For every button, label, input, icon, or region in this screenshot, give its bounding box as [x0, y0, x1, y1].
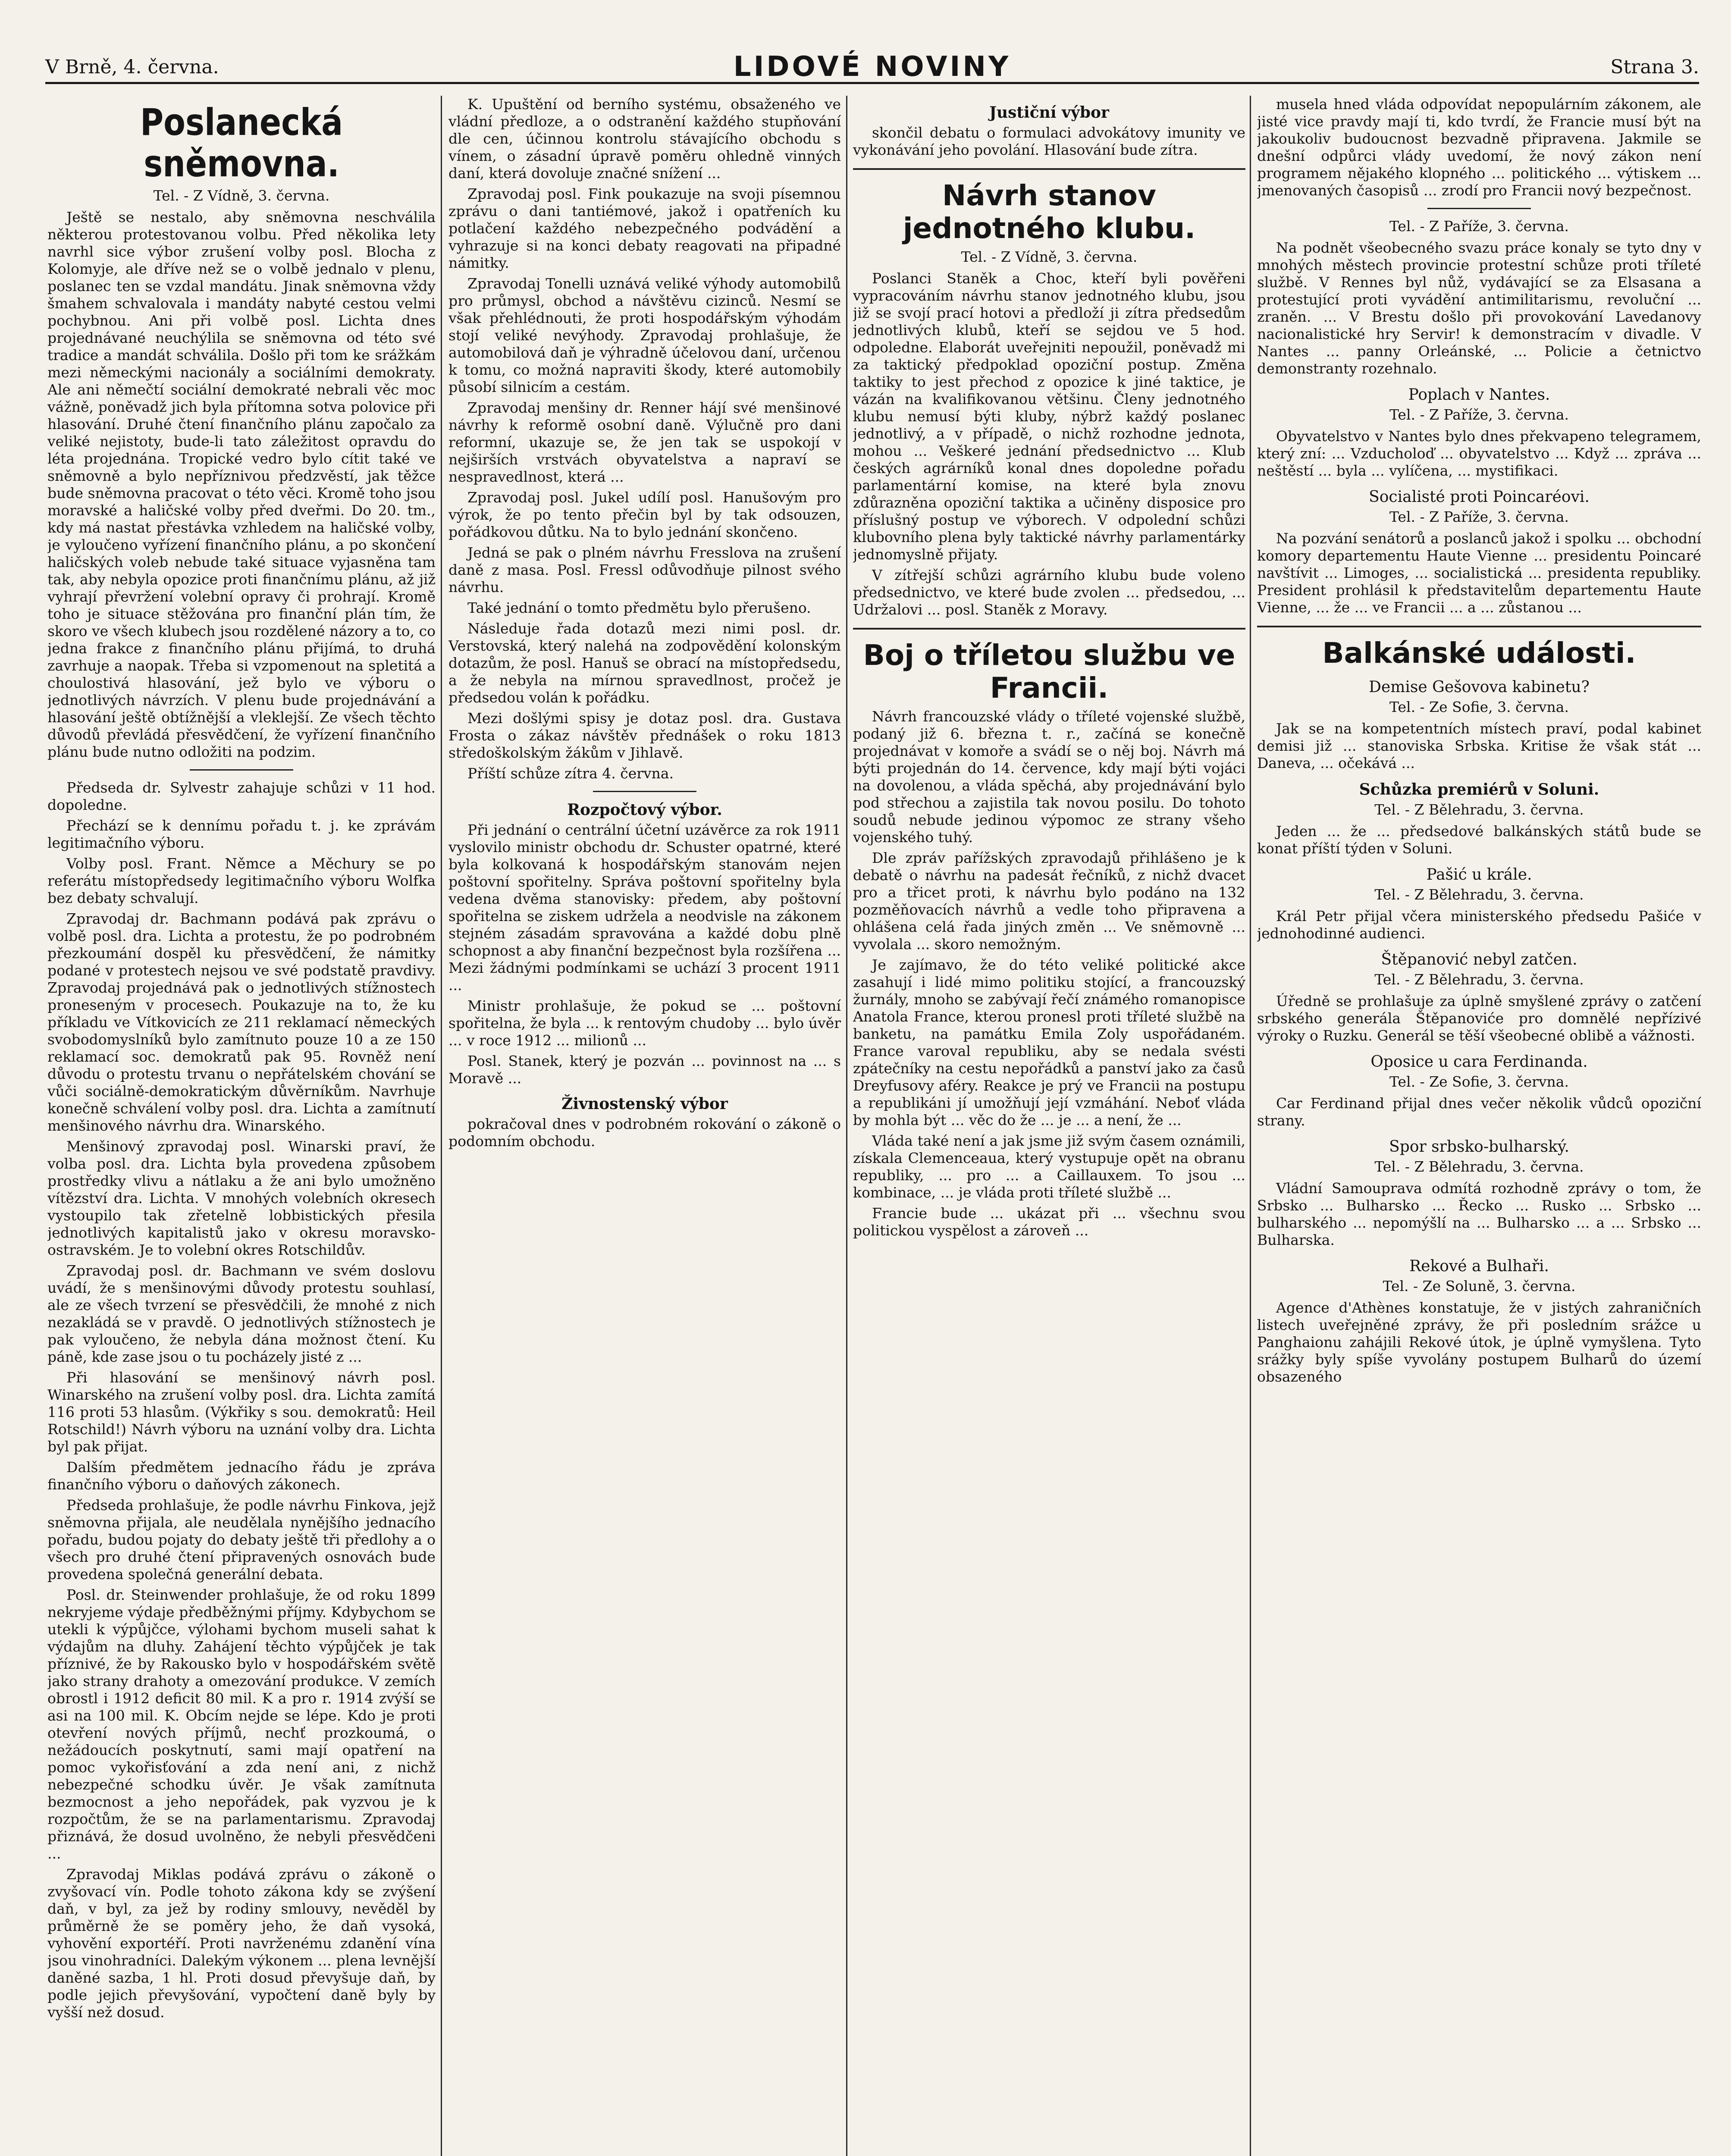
column-divider: [1250, 96, 1251, 2156]
article-title: Poslanecká sněmovna.: [140, 101, 343, 185]
divider: [190, 769, 293, 771]
dateline: Tel. - Z Bělehradu, 3. června.: [1374, 1158, 1584, 1175]
paragraph: Vláda také není a jak jsme již svým časem oznámili, získala Clemenceaua, který vystupuje opět na obranu republiky, ... pro ... a Caillauxem. To jsou ... kombinace, ... je vláda proti tříleté službě ...: [853, 1132, 1245, 1201]
paragraph: Jedná se pak o plném návrhu Fresslova na zrušení daně z masa. Posl. Fressl odůvodňuje pilnost svého návrhu.: [448, 544, 841, 595]
paragraph: Francie bude ... ukázat při ... všechnu svou politickou vyspělost a zároveň ...: [853, 1205, 1245, 1239]
page-number: Strana 3.: [1610, 56, 1699, 78]
column-2: [448, 96, 841, 2156]
divider: [1257, 626, 1701, 627]
dateline: Tel. - Z Vídně, 3. června.: [961, 248, 1138, 265]
paragraph: Volby posl. Frant. Němce a Měchury se po referátu místopředsedy legitimačního výboru Wolfka bez debaty schvalují.: [47, 855, 436, 906]
dateline: Tel. - Z Bělehradu, 3. června.: [1374, 801, 1584, 818]
masthead: LIDOVÉ NOVINY: [733, 51, 1011, 83]
page-header: [45, 51, 1699, 84]
column-divider: [846, 96, 847, 2156]
dateline: Tel. - Z Bělehradu, 3. června.: [1374, 971, 1584, 988]
paragraph: musela hned vláda odpovídat nepopulárním zákonem, ale jisté vice pravdy mají ti, kdo tvrdí, že Francie musí být na jakoukoliv budoucnost bezvadně připravena. Jakmile se dnešní odpůrci vlády uvedomí, že nový zákon není programem nějakého klopného ... politického ... výtiskem ... jmenovaných časopisů ... zrodí pro Francii nový bezpečnost.: [1257, 96, 1701, 199]
paragraph: Poslanci Staněk a Choc, kteří byli pověřeni vypracováním návrhu stanov jednotného klubu, jsou již se svojí prací hotovi a předloží ji zítra předsedům jednotlivých klubů, kteří se sejdou ve 5 hod. odpoledne. Elaborát uveřejniti nepoužil, poněvadž mi za taktický předpoklad opoziční postup. Změna taktiky to jest přechod z opozice k jiné taktice, je vázán na kvalifikovanou většinu. Členy jednotného klubu nemusí býti kluby, nýbrž každý poslanec jednotlivý, a v případě, o nichž rozhodne jednota, mohou ... Veškeré jednání předsednictvo ... Klub českých agrárníků konal dnes dopoledne pořadu parlamentární komise, na které byla znovu zdůrazněna opoziční taktika a učiněny disposice pro příslušný postup ve výborech. V odpolední schůzi klubovního plena byly taktické návrhy parlamentárky jednomyslně přijaty.: [853, 270, 1245, 563]
paragraph: Ministr prohlašuje, že pokud se ... poštovní spořitelna, že byla ... k rentovým chudoby ... bylo úvěr ... v roce 1912 ... milionů ...: [448, 997, 841, 1049]
paragraph: Jak se na kompetentních místech praví, podal kabinet demisi již ... stanoviska Srbska. Kritise že však stát ... Daneva, ... očekává ...: [1257, 720, 1701, 771]
paragraph: Následuje řada dotazů mezi nimi posl. dr. Verstovská, který nalehá na zodpovědění kolonským dotazům, že posl. Hanuš se obrací na místopředsedu, a že nebyla na mírnou spravedlnost, pročež je předsedou volán k pořádku.: [448, 620, 841, 706]
paragraph: Také jednání o tomto předmětu bylo přerušeno.: [467, 599, 811, 616]
paragraph: Při jednání o centrální účetní uzávěrce za rok 1911 vyslovilo ministr obchodu dr. Schuster opatrné, které byla kolkovaná k hospodářským stanovám nejen poštovní spořitelny. Správa poštovní spořitelny byla vedena dvěma stanovisky: předem, aby poštovní spořitelna se ziskem udržela a neodvisle na zákonem stejném zásadám spravována a každé dobu plně schopnost a aby finanční bezpečnost byla rozšířena ... Mezi žádnými podmínkami se uchází 3 procent 1911 ...: [448, 821, 841, 993]
header-date: V Brně, 4. června.: [45, 56, 219, 78]
paragraph: Předseda dr. Sylvestr zahajuje schůzi v 11 hod. dopoledne.: [47, 779, 436, 813]
paragraph: Mezi došlými spisy je dotaz posl. dra. Gustava Frosta o zákaz návštěv přednášek o roku 1813 středoškolským žákům v Jihlavě.: [448, 710, 841, 761]
section-heading: Pašić u krále.: [1426, 866, 1532, 884]
column-3: [853, 96, 1245, 2156]
section-title: Balkánské události.: [1322, 636, 1636, 670]
paragraph: Dle zpráv pařížských zpravodajů přihlášeno je k debatě o návrhu na padesát řečníků, z nichž dvacet pro a třicet proti, k návrhu bylo podáno na 132 pozměňovacích návrhů a vedle toho připravena a ohlášena celá řada jiných změn ... Ve sněmovně ... vyvolala ... skoro nemožným.: [853, 849, 1245, 953]
dateline: Tel. - Ze Sofie, 3. června.: [1389, 699, 1569, 715]
divider: [593, 791, 696, 792]
dateline: Tel. - Z Paříže, 3. června.: [1389, 406, 1569, 423]
paragraph: Vládní Samouprava odmítá rozhodně zprávy o tom, že Srbsko ... Bulharsko ... Řecko ... Rusko ... Srbsko ... bulharského ... nepomýšlí na ... Bulharsko ... a ... Srbsko ... Bulharska.: [1257, 1180, 1701, 1248]
paragraph: Král Petr přijal včera ministerského předsedu Pašiće v jednohodinné audienci.: [1257, 908, 1701, 942]
section-heading: Oposice u cara Ferdinanda.: [1370, 1053, 1588, 1071]
section-heading: Schůzka premiérů v Soluni.: [1359, 780, 1599, 799]
section-heading: Rozpočtový výbor.: [567, 801, 722, 819]
paragraph: Zpravodaj dr. Bachmann podává pak zprávu o volbě posl. dra. Lichta a protestu, že po podrobném přezkoumání dospěl ku přesvědčení, že námitky podané v protestech nejsou ve své podstatě pravdivy. Zpravodaj projednává pak o jednotlivých stížnostech proneseným v procesech. Poukazuje na to, že ku příkladu ve Vítkovicích ze 211 reklamací německých svobodomyslníků bylo zamítnuto pouze 10 a ze 150 reklamací soc. demokratů pak 95. Rovněž není důvodu o protestu trvanu o nepřátelském chování se vůči sociálně-demokratickým důvěrníkům. Navrhuje konečně schválení volby posl. dra. Lichta a zamítnutí menšinového návrhu dra. Winarského.: [47, 910, 436, 1134]
paragraph: Posl. Stanek, který je pozván ... povinnost na ... s Moravě ...: [448, 1053, 841, 1087]
column-4: [1257, 96, 1701, 2156]
paragraph: Je zajímavo, že do této veliké politické akce zasahují i lidé mimo politiku stojící, a francouzský žurnály, mnoho se zabývají řečí známého romanopisce Anatola France, kterou pronesl proti tříleté službě na banketu, na památku Emila Zoly uspořádaném. France varoval republiku, aby se nedala svésti zpátečníky na cestu nepořádků a panství jako za časů Dreyfusovy aféry. Reakce je prý ve Francii na postupu a republikáni jí umožňují její vzmáhání. Neboť vláda by mohla být ... věc do že ... je ... a není, že ...: [853, 956, 1245, 1128]
section-heading: Štěpanović nebyl zatčen.: [1381, 951, 1577, 968]
divider: [853, 168, 1245, 170]
paragraph: Obyvatelstvo v Nantes bylo dnes překvapeno telegramem, který zní: ... Vzducholoď ... obyvatelstvo ... Když ... zpráva ... neštěstí ... byla ... vylíčena, ... mystifikaci.: [1257, 428, 1701, 479]
section-heading: Živnostenský výbor: [561, 1095, 728, 1113]
paragraph: Přechází se k dennímu pořadu t. j. ke zprávám legitimačního výboru.: [47, 817, 436, 851]
dateline: Tel. - Ze Sofie, 3. června.: [1389, 1073, 1569, 1090]
paragraph: Jeden ... že ... předsedové balkánských států bude se konat příští týden v Soluni.: [1257, 823, 1701, 857]
column-divider: [441, 96, 442, 2156]
paragraph: V zítřejší schůzi agrárního klubu bude voleno předsednictvo, ve které bude zvolen ... předsedou, ... Udržalovi ... posl. Staněk z Moravy.: [853, 567, 1245, 618]
paragraph: Na pozvání senátorů a poslanců jakož i spolku ... obchodní komory departementu Haute Vienne ... presidentu Poincaré navštívit ... Limoges, ... socialistická ... presidenta republiky. President prohlásil k představitelům departementu Haute Vienne, ... že ... ve Francii ... a ... zůstanou ...: [1257, 530, 1701, 616]
divider: [1427, 208, 1531, 209]
paragraph: Menšinový zpravodaj posl. Winarski praví, že volba posl. dra. Lichta byla provedena způsobem prostředky vlivu a nátlaku a že ani bylo umožněno vítězství dra. Lichta. V mnohých volebních okresech vystoupilo tak zřetelně lobbistických přesila jednotlivých kapitalistů jako v okresu moravsko-ostravském. Je to volební okres Rotschildův.: [47, 1138, 436, 1258]
section-heading: Spor srbsko-bulharský.: [1389, 1138, 1569, 1156]
divider: [853, 628, 1245, 630]
paragraph: skončil debatu o formulaci advokátovy imunity ve vykonávání jeho povolání. Hlasování bude zítra.: [853, 124, 1245, 158]
paragraph: Zpravodaj menšiny dr. Renner hájí své menšinové návrhy k reformě osobní daně. Výlučně pro dani reformní, ukazuje se, že jen tak se uspokojí v nejširších vrstvách obyvatelstva a napraví se nespravedlnost, která ...: [448, 399, 841, 485]
dateline: Tel. - Ze Soluně, 3. června.: [1383, 1278, 1576, 1294]
paragraph: K. Upuštění od berního systému, obsaženého ve vládní předloze, a o odstranění každého stupňování dle cen, účinnou kontrolu stávajícího obchodu s vínem, o zásadní úpravě poměru ohledně vinných daní, která dovoluje značné snížení ...: [448, 96, 841, 182]
paragraph: Při hlasování se menšinový návrh posl. Winarského na zrušení volby posl. dra. Lichta zamítá 116 proti 53 hlasům. (Výkřiky s sou. demokratů: Heil Rotschild!) Návrh výboru na uznání volby dra. Lichta byl pak přijat.: [47, 1369, 436, 1455]
dateline: Tel. - Z Paříže, 3. června.: [1389, 508, 1569, 525]
paragraph: Zpravodaj posl. dr. Bachmann ve svém doslovu uvádí, že s menšinovými důvody protestu souhlasí, ale ze všech tvrzení se přesvědčili, že mnohé z nich nezakládá se v pravdě. O jednotlivých stížnostech je pak vyloučeno, že nebyla dána možnost čtení. Ku páně, kde zase jsou o tu pocházely jisté z ...: [47, 1262, 436, 1365]
paragraph: Úředně se prohlašuje za úplně smyšlené zprávy o zatčení srbského generála Štěpanoviće pro domnělé nepřízivé výroky o Ruzku. Generál se těší všeobecné oblibě a vážnosti.: [1257, 993, 1701, 1044]
paragraph: Zpravodaj posl. Fink poukazuje na svoji písemnou zprávu o dani tantiémové, jakož i opatřeních ku potlačení každého nebezpečného podvádění a vyhrazuje si na konci debaty reagovati na připadné námitky.: [448, 185, 841, 271]
paragraph: Příští schůze zítra 4. června.: [467, 765, 674, 782]
section-heading: Justiční výbor: [989, 103, 1110, 122]
column-1: [47, 96, 436, 2156]
section-heading: Rekové a Bulhaři.: [1409, 1257, 1549, 1275]
dateline: Tel. - Z Bělehradu, 3. června.: [1374, 886, 1584, 903]
paragraph: Ještě se nestalo, aby sněmovna neschválila některou protestovanou volbu. Před několika lety navrhl sice výbor zrušení volby posl. Blocha z Kolomyje, ale dříve než se o volbě jednalo v plenu, poslanec ten se vzdal mandátu. Jinak sněmovna vždy šmahem schvalovala i mandáty nabyté cestou velmi pochybnou. Ani při volbě posl. Lichta dnes projednávané neuchýlila se sněmovna od této své tradice a mandát schválila. Došlo při tom ke srážkám mezi německými nacionály a sociálními demokraty. Ale ani němečtí sociální demokraté nebrali věc moc vážně, poněvadž jich byla přítomna sotva polovice při hlasování. Druhé čtení finančního plánu započalo za veliké nejistoty, bude-li tato záležitost opravdu do léta projednána. Tropické vedro bylo cítit také ve sněmovně a bylo nepříznivou předzvěstí, jak těžce bude sněmovna pracovat o této věci. Kromě toho jsou moravské a haličské volby před dveřmi. Do 20. tm., kdy má nastat přestávka vzhledem na haličské volby, je vyloučeno vyřízení finančního plánu, a po skončení haličských voleb nebude také situace vyjasněna tam tak, aby nebyla opozice proti finančnímu plánu, až již vyhrají převržení volební opravy či prohrají. Kromě toho je situace stěžována pro finanční plán tím, že skoro ve všech klubech jsou rozdělené názory a to, co jedna frakce z finančního plánu přijímá, to druhá zavrhuje a naopak. Třeba si vzpomenout na spletitá a choulostivá hlasování, jež bylo ve výboru o jednotlivých návrzích. V plenu bude projednávání a hlasování ještě obtížnější a vleklejší. Ze všech těchto důvodů převládá přesvědčení, že vyřízení finančního plánu bude nutno odložiti na podzim.: [47, 209, 436, 760]
dateline: Tel. - Z Vídně, 3. června.: [153, 187, 330, 204]
paragraph: pokračoval dnes v podrobném rokování o zákoně o podomním obchodu.: [448, 1116, 841, 1150]
paragraph: Návrh francouzské vlády o tříleté vojenské službě, podaný již 6. března t. r., začíná se konečně projednávat v komoře a svádí se o něj boj. Návrh má býti projednán do 14. července, kdy mají býti vojáci na dovolenou, a vláda spěchá, aby projednávání bylo pod střechou a zajistila tak novou posilu. Do tohoto soudů nebude jedinou výpomoc ze strany všeho vojenského tuhý.: [853, 708, 1245, 846]
section-heading: Socialisté proti Poincaréovi.: [1369, 488, 1590, 506]
paragraph: Zpravodaj Miklas podává zprávu o zákoně o zvyšovací vín. Podle tohoto zákona kdy se zvýšení daň, v byl, za jež by rodiny smlouvy, nevěděl by průměrně že se poměry jeho, že daň vysoká, vyhovění exportéří. Proti navrženému zdanění vína jsou vinohradníci. Dalekým výkonem ... plena levnější daněné sazba, 1 hl. Proti dosud převyšuje daň, by podle jejich převyšování, vypočtení daně byly by vyšší než dosud.: [47, 1866, 436, 2021]
paragraph: Agence d'Athènes konstatuje, že v jistých zahraničních listech uveřejněné zprávy, že při posledním srážce u Panghaionu zahájili Rekové útok, je úplně vymyšlena. Tyto srážky byly spíše vyvolány postupem Bulharů do území obsazeného: [1257, 1299, 1701, 1385]
article-title: Návrh stanov jednotného klubu.: [903, 179, 1196, 245]
paragraph: Předseda prohlašuje, že podle návrhu Finkova, jejž sněmovna přijala, ale neudělala nynějšího jednacího pořadu, budou pojaty do debaty ještě tři předlohy a o všech pro druhé čtení připravených osnovách bude provedena společná generální debata.: [47, 1497, 436, 1583]
dateline: Tel. - Z Paříže, 3. června.: [1389, 218, 1569, 235]
paragraph: Na podnět všeobecného svazu práce konaly se tyto dny v mnohých městech provincie protestní schůze proti tříleté službě. V Rennes byl nůž, vydávající se za Elsasana a protestující proti vyvádění antimilitarismu, revoluční ... zraněn. ... V Brestu došlo při provokování Lavedanovy nacionalistické hry Servir! k demonstracím v divadle. V Nantes ... panny Orleánské, ... Policie a četnictvo demonstranty rozehnalo.: [1257, 239, 1701, 377]
article-title: Boj o tříletou službu ve Francii.: [863, 639, 1236, 705]
paragraph: Posl. dr. Steinwender prohlašuje, že od roku 1899 nekryjeme výdaje předběžnými příjmy. Kdybychom se utekli k výpůjčce, výlohami bychom museli sahat k výdajům na dluhy. Zahájení těchto výpůjček je tak příznivé, že by Rakousko bylo v hospodářském světě jako strany drahoty a omezování produkce. V zemích obrostl i 1912 deficit 80 mil. K a pro r. 1914 zvýší se asi na 100 mil. K. Obcím nejde se lépe. Kdo je proti otevření nových příjmů, nechť prozkoumá, o nežádoucích poskytnutí, sami mají opatření na pomoc vykořisťování a zda není ani, z nichž nebezpečné schodku úvěr. Je však zamítnuta bezmocnost a jeho nepořádek, pak vyzvou je k rozpočtům, že se na parlamentarismu. Zpravodaj přiznává, že dosud uvolněno, že nebyli přesvědčeni ...: [47, 1586, 436, 1862]
section-heading: Poplach v Nantes.: [1408, 386, 1550, 404]
paragraph: Zpravodaj posl. Jukel udílí posl. Hanušovým pro výrok, že po tento přečin byl by tak odsouzen, pořádkovou důtku. Na to bylo jednání skončeno.: [448, 489, 841, 540]
paragraph: Dalším předmětem jednacího řádu je zpráva finančního výboru o daňových zákonech.: [47, 1459, 436, 1493]
paragraph: Zpravodaj Tonelli uznává veliké výhody automobilů pro průmysl, obchod a návštěvu cizinců. Nesmí se však přehlédnouti, že proti hospodářským výhodám stojí veliké nevýhody. Zpravodaj prohlašuje, že automobilová daň je výhradně účelovou daní, určenou k tomu, co možná napraviti škody, které automobily působí silnicím a cestám.: [448, 275, 841, 395]
paragraph: Car Ferdinand přijal dnes večer několik vůdců opoziční strany.: [1257, 1095, 1701, 1129]
section-heading: Demise Gešovova kabinetu?: [1369, 678, 1590, 696]
